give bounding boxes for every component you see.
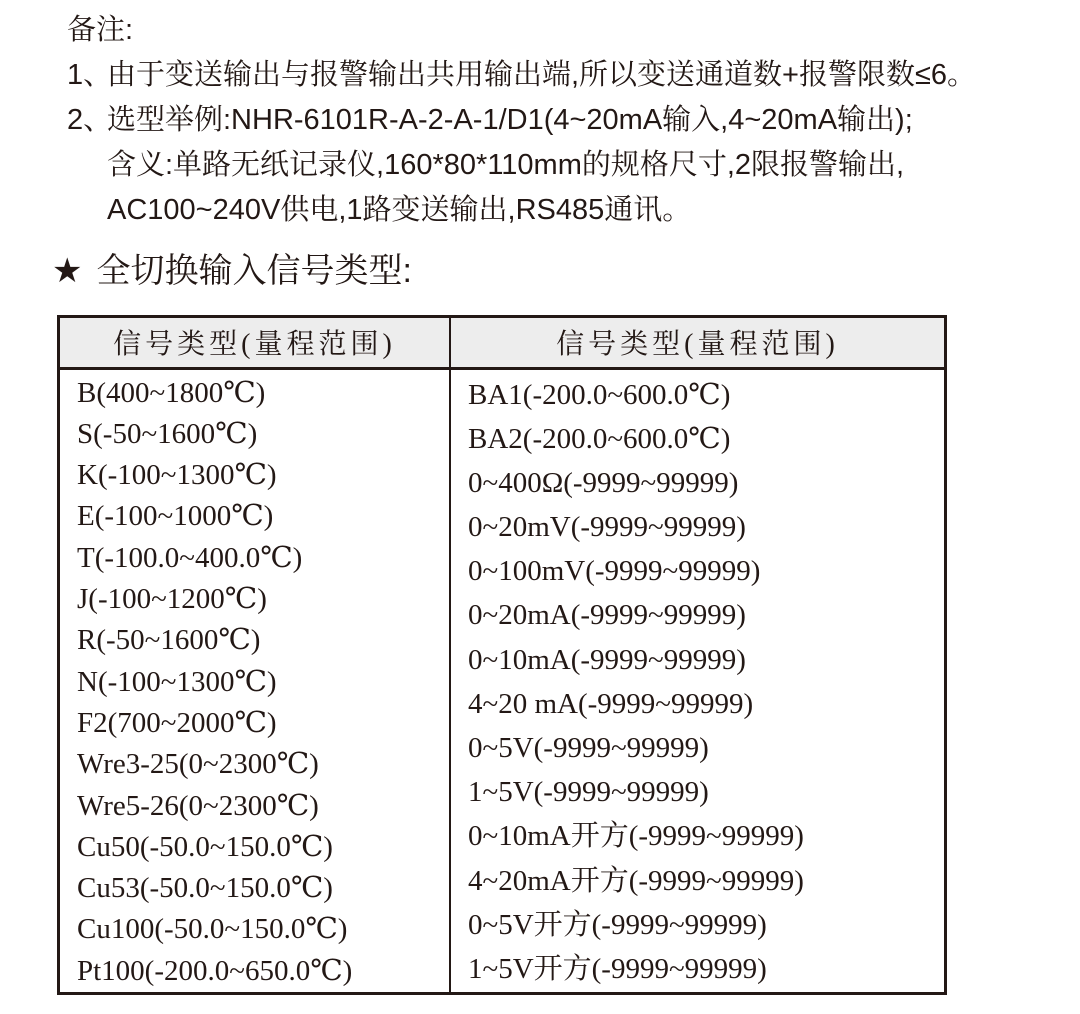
- signal-row: Wre3-25(0~2300℃): [77, 748, 319, 781]
- signal-row: B(400~1800℃): [77, 376, 266, 409]
- signal-row: 1~5V开方(-9999~99999): [468, 952, 767, 985]
- signal-row: 0~10mA(-9999~99999): [468, 643, 746, 676]
- signal-row: E(-100~1000℃): [77, 500, 274, 533]
- signal-row: N(-100~1300℃): [77, 665, 277, 698]
- note-line: AC100~240V供电,1路变送输出,RS485通讯。: [107, 194, 692, 226]
- signal-row: Cu53(-50.0~150.0℃): [77, 872, 333, 905]
- signal-row: 0~20mA(-9999~99999): [468, 599, 746, 632]
- signal-row: Pt100(-200.0~650.0℃): [77, 954, 353, 987]
- table-header-cell-left: 信号类型(量程范围): [60, 318, 451, 367]
- table-header-cell-right: 信号类型(量程范围): [556, 329, 839, 361]
- signal-row: BA1(-200.0~600.0℃): [468, 378, 731, 411]
- signal-row: BA2(-200.0~600.0℃): [468, 422, 731, 455]
- signal-row: 0~20mV(-9999~99999): [468, 511, 746, 544]
- signal-row: 0~100mV(-9999~99999): [468, 555, 761, 588]
- signal-row: Cu50(-50.0~150.0℃): [77, 830, 333, 863]
- signal-row: Cu100(-50.0~150.0℃): [77, 913, 348, 946]
- table-header-row: [60, 318, 944, 370]
- section-heading-text: 全切换输入信号类型:: [96, 252, 412, 290]
- notes-block: [67, 8, 1067, 233]
- note-text: [107, 98, 1067, 233]
- note-line: 含义:单路无纸记录仪,160*80*110mm的规格尺寸,2限报警输出,: [107, 149, 905, 181]
- signal-row: 0~400Ω(-9999~99999): [468, 466, 739, 499]
- star-icon: ★: [52, 252, 83, 290]
- signal-row: 4~20mA开方(-9999~99999): [468, 864, 804, 897]
- signal-row: R(-50~1600℃): [77, 624, 261, 657]
- note-text: 由于变送输出与报警输出共用输出端,所以变送通道数+报警限数≤6。: [107, 59, 977, 91]
- signal-row: Wre5-26(0~2300℃): [77, 789, 319, 822]
- table-body: [60, 370, 944, 992]
- signal-row: 4~20 mA(-9999~99999): [468, 687, 754, 720]
- signal-list-right: [451, 370, 944, 992]
- note-number: 1、: [67, 59, 113, 91]
- signal-row: F2(700~2000℃): [77, 706, 277, 739]
- signal-row: 0~5V开方(-9999~99999): [468, 908, 767, 941]
- section-heading: [52, 248, 412, 294]
- signal-row: K(-100~1300℃): [77, 459, 277, 492]
- signal-type-table: [57, 315, 947, 995]
- signal-list-left: [60, 370, 451, 992]
- note-item-1: [67, 53, 1067, 98]
- signal-row: T(-100.0~400.0℃): [77, 541, 303, 574]
- signal-row: 0~5V(-9999~99999): [468, 732, 709, 765]
- note-item-2: [67, 98, 1067, 233]
- notes-title: 备注:: [67, 14, 134, 46]
- note-number: 2、: [67, 104, 113, 136]
- signal-row: 1~5V(-9999~99999): [468, 776, 709, 809]
- signal-row: 0~10mA开方(-9999~99999): [468, 820, 804, 853]
- signal-row: S(-50~1600℃): [77, 417, 258, 450]
- note-line: 选型举例:NHR-6101R-A-2-A-1/D1(4~20mA输入,4~20mA输出);: [107, 104, 913, 136]
- signal-row: J(-100~1200℃): [77, 583, 267, 616]
